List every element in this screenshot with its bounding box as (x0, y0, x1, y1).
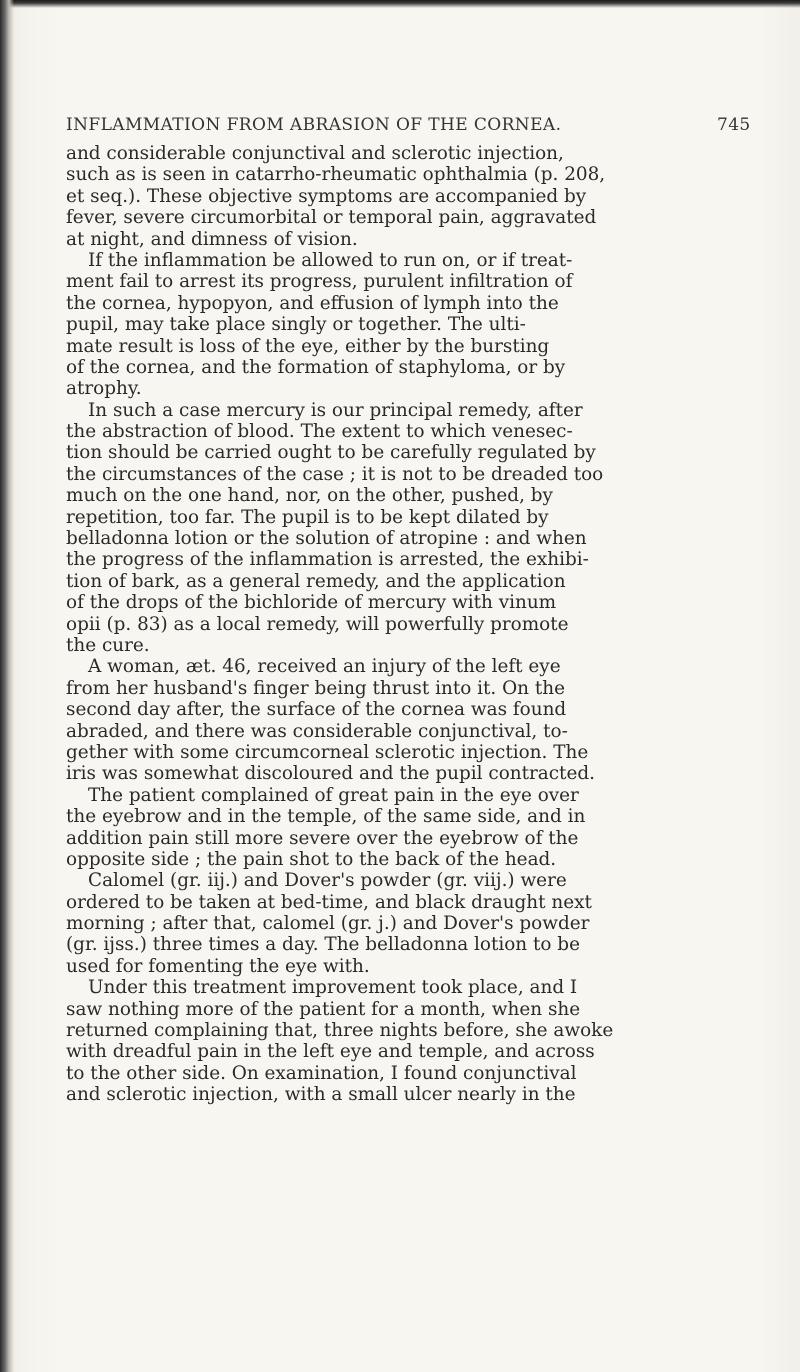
text-line: (gr. ijss.) three times a day. The belladonna lotion to be (66, 934, 580, 956)
text-line: belladonna lotion or the solution of atropine : and when (66, 528, 587, 550)
running-head: INFLAMMATION FROM ABRASION OF THE CORNEA. (66, 115, 562, 135)
text-line: repetition, too far. The pupil is to be kept dilated by (66, 506, 549, 528)
text-line: to the other side. On examination, I found conjunctival (66, 1062, 577, 1084)
text-line: and sclerotic injection, with a small ulcer nearly in the (66, 1084, 576, 1106)
text-line: the abstraction of blood. The extent to which venesec- (66, 421, 573, 443)
text-line: tion of bark, as a general remedy, and the application (66, 570, 566, 592)
text-line: saw nothing more of the patient for a month, when she (66, 998, 581, 1020)
text-line: fever, severe circumorbital or temporal pain, aggravated (66, 207, 597, 229)
text-line: and considerable conjunctival and sclerotic injection, (66, 143, 564, 164)
text-line: the circumstances of the case ; it is not to be dreaded too (66, 463, 604, 485)
body-text (66, 143, 766, 1106)
paragraph-start: In such a case mercury is our principal remedy, after (88, 399, 583, 421)
text-line: iris was somewhat discoloured and the pupil contracted. (66, 763, 595, 785)
text-line: the progress of the inflammation is arrested, the exhibi- (66, 549, 589, 571)
text-line: et seq.). These objective symptoms are accompanied by (66, 185, 587, 207)
paragraph-start: The patient complained of great pain in the eye over (88, 784, 579, 806)
text-line: morning ; after that, calomel (gr. j.) and Dover's powder (66, 913, 590, 935)
text-line: from her husband's finger being thrust into it. On the (66, 677, 565, 699)
paragraph-start: Under this treatment improvement took place, and I (88, 977, 578, 999)
page-header (62, 115, 762, 135)
paragraph-start: Calomel (gr. iij.) and Dover's powder (gr. viij.) were (88, 870, 567, 892)
text-line: at night, and dimness of vision. (66, 228, 358, 250)
text-line: the cure. (66, 634, 150, 656)
text-line: of the cornea, and the formation of staphyloma, or by (66, 356, 566, 378)
text-line: pupil, may take place singly or together. The ulti- (66, 314, 526, 336)
paragraph-start: A woman, æt. 46, received an injury of the left eye (88, 656, 561, 678)
text-line: addition pain still more severe over the eyebrow of the (66, 827, 579, 849)
text-line: ordered to be taken at bed-time, and black draught next (66, 891, 592, 913)
text-line: atrophy. (66, 378, 142, 400)
text-line: the eyebrow and in the temple, of the same side, and in (66, 806, 586, 828)
text-line: much on the one hand, nor, on the other, pushed, by (66, 485, 553, 507)
text-line: tion should be carried ought to be carefully regulated by (66, 442, 596, 464)
text-line: ment fail to arrest its progress, purulent infiltration of (66, 271, 573, 293)
page-number: 745 (717, 115, 751, 135)
text-line: with dreadful pain in the left eye and temple, and across (66, 1041, 595, 1063)
text-line: returned complaining that, three nights before, she awoke (66, 1020, 614, 1042)
text-line: mate result is loss of the eye, either by the bursting (66, 335, 550, 357)
text-line: such as is seen in catarrho-rheumatic ophthalmia (p. 208, (66, 164, 606, 186)
paragraph-start: If the inflammation be allowed to run on, or if treat- (88, 249, 573, 271)
text-line: opii (p. 83) as a local remedy, will powerfully promote (66, 613, 569, 635)
text-line: abraded, and there was considerable conjunctival, to- (66, 720, 568, 742)
book-spine-shadow (0, 0, 14, 1372)
text-line: gether with some circumcorneal sclerotic injection. The (66, 741, 589, 763)
text-line: second day after, the surface of the cornea was found (66, 699, 567, 721)
text-line: the cornea, hypopyon, and effusion of lymph into the (66, 292, 559, 314)
text-line: used for fomenting the eye with. (66, 955, 370, 977)
text-line: opposite side ; the pain shot to the back of the head. (66, 848, 557, 870)
page-top-shadow (0, 0, 800, 8)
text-line: of the drops of the bichloride of mercury with vinum (66, 592, 557, 614)
